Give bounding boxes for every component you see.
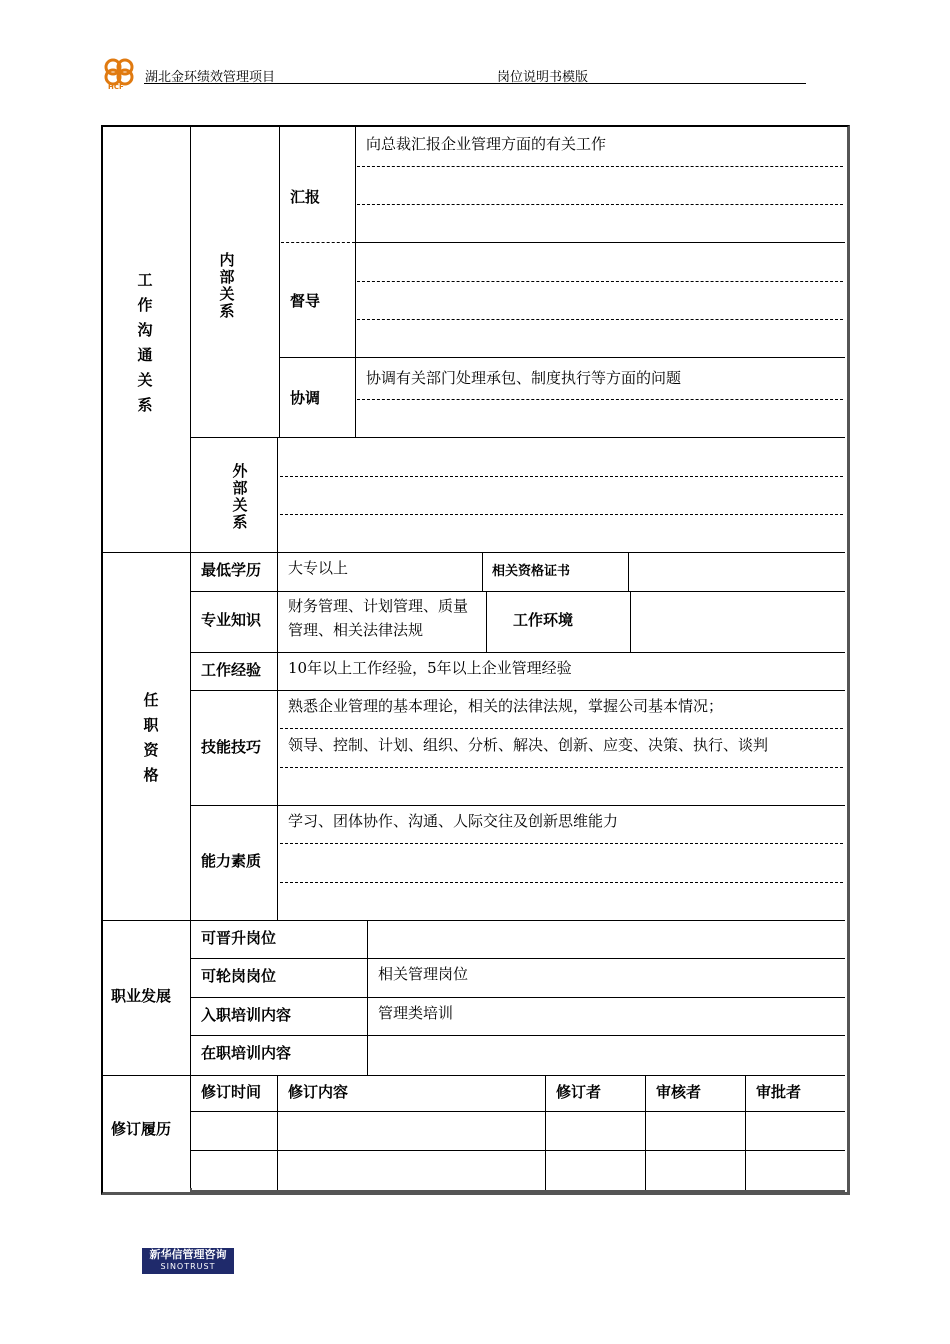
education-label: 最低学历 xyxy=(201,561,262,579)
doc-title: 岗位说明书模版 xyxy=(497,70,589,85)
divider xyxy=(190,591,845,592)
logo xyxy=(100,56,138,92)
divider xyxy=(277,1075,278,1193)
col-approver: 审批者 xyxy=(756,1083,802,1101)
rule-line xyxy=(280,728,843,729)
divider xyxy=(355,242,845,243)
divider xyxy=(281,242,355,243)
rule-line xyxy=(280,514,843,515)
divider xyxy=(279,127,280,437)
divider xyxy=(190,1150,845,1151)
skills-label: 技能技巧 xyxy=(201,738,262,756)
rule-line xyxy=(357,319,843,320)
divider xyxy=(545,1075,546,1193)
section-label-career: 职业发展 xyxy=(111,987,172,1005)
experience-label: 工作经验 xyxy=(201,661,262,679)
divider xyxy=(745,1075,746,1193)
ability-label: 能力素质 xyxy=(201,852,262,870)
project-name: 湖北金环绩效管理项目 xyxy=(145,70,276,85)
divider xyxy=(482,552,483,591)
coordinate-text: 协调有关部门处理承包、制度执行等方面的问题 xyxy=(366,369,682,387)
divider xyxy=(355,127,356,437)
report-label: 汇报 xyxy=(290,188,321,206)
col-revision-time: 修订时间 xyxy=(201,1083,262,1101)
divider xyxy=(101,552,845,553)
rotation-value: 相关管理岗位 xyxy=(378,965,469,983)
promotion-label: 可晋升岗位 xyxy=(201,929,277,947)
divider xyxy=(630,591,631,652)
col-reviser: 修订者 xyxy=(556,1083,602,1101)
report-text: 向总裁汇报企业管理方面的有关工作 xyxy=(366,135,607,153)
divider xyxy=(190,652,845,653)
divider xyxy=(277,437,278,552)
divider xyxy=(190,805,845,806)
rule-line xyxy=(280,476,843,477)
divider xyxy=(101,920,845,921)
coordinate-label: 协调 xyxy=(290,389,321,407)
knowledge-label: 专业知识 xyxy=(201,611,262,629)
rule-line xyxy=(280,767,843,768)
inservice-training-label: 在职培训内容 xyxy=(201,1044,292,1062)
footer-brand-cn: 新华信管理咨询 xyxy=(149,1248,227,1261)
footer-logo xyxy=(142,1248,234,1274)
rule-line xyxy=(357,281,843,282)
rotation-label: 可轮岗岗位 xyxy=(201,967,277,985)
rule-line xyxy=(357,399,843,400)
divider xyxy=(628,552,629,591)
onboard-training-value: 管理类培训 xyxy=(378,1004,454,1022)
header-rule xyxy=(144,83,806,84)
section-label-revision: 修订履历 xyxy=(111,1120,172,1138)
divider xyxy=(190,1111,845,1112)
divider xyxy=(190,1190,845,1193)
divider xyxy=(190,1035,845,1036)
divider xyxy=(190,997,845,998)
ability-line-1: 学习、团体协作、沟通、人际交往及创新思维能力 xyxy=(288,812,619,830)
rule-line xyxy=(280,882,843,883)
col-revision-content: 修订内容 xyxy=(288,1083,349,1101)
divider xyxy=(277,552,278,920)
divider xyxy=(279,357,845,358)
certificate-label: 相关资格证书 xyxy=(492,564,571,579)
section-label-qualification: 任 职 资 格 xyxy=(143,691,159,784)
divider xyxy=(190,1188,192,1194)
environment-label: 工作环境 xyxy=(513,611,574,629)
experience-value: 10年以上工作经验，5年以上企业管理经验 xyxy=(288,659,572,677)
col-auditor: 审核者 xyxy=(656,1083,702,1101)
divider xyxy=(190,127,191,1190)
divider xyxy=(645,1075,646,1193)
footer-brand-en: SINOTRUST xyxy=(160,1262,216,1271)
education-value: 大专以上 xyxy=(288,559,349,577)
section-label-communication: 工 作 沟 通 关 系 xyxy=(137,271,153,414)
divider xyxy=(190,958,845,959)
onboard-training-label: 入职培训内容 xyxy=(201,1006,292,1024)
external-relations-label: 外 部 关 系 xyxy=(232,462,248,531)
rule-line xyxy=(357,166,843,167)
rule-line xyxy=(280,843,843,844)
divider xyxy=(101,1075,845,1076)
internal-relations-label: 内 部 关 系 xyxy=(219,251,235,320)
knowledge-value: 财务管理、计划管理、质量管理、相关法律法规 xyxy=(288,597,469,639)
divider xyxy=(486,591,487,652)
logo-text: HCF xyxy=(108,83,124,91)
skills-line-1: 熟悉企业管理的基本理论，相关的法律法规，掌握公司基本情况； xyxy=(288,697,724,715)
divider xyxy=(190,690,845,691)
supervise-label: 督导 xyxy=(290,292,321,310)
rule-line xyxy=(357,204,843,205)
skills-line-2: 领导、控制、计划、组织、分析、解决、创新、应变、决策、执行、谈判 xyxy=(288,736,769,754)
divider xyxy=(190,437,845,438)
